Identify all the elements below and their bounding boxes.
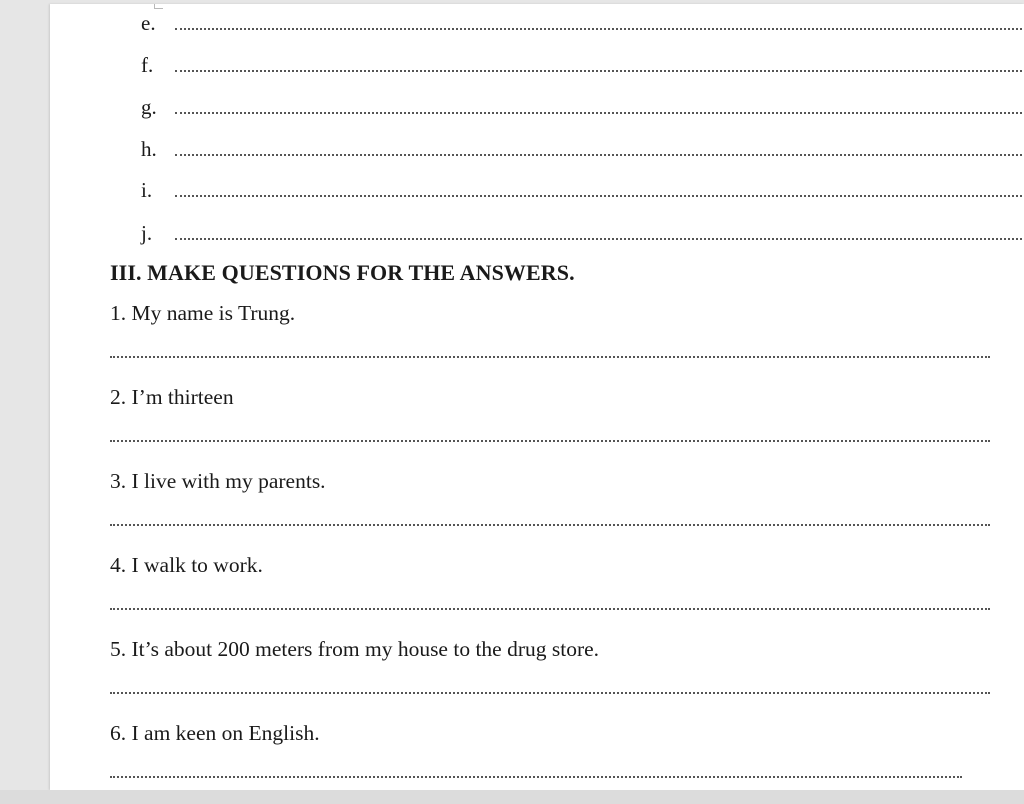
question-4: 4. I walk to work. [110,553,263,577]
question-6: 6. I am keen on English. [110,721,320,745]
answer-line-2[interactable] [110,440,990,442]
letter-item-i [50,175,1024,205]
window-bottom-edge [0,790,1024,804]
answer-dotted-line[interactable] [175,112,1024,114]
answer-line-3[interactable] [110,524,990,526]
question-3: 3. I live with my parents. [110,469,326,493]
item-letter: h. [141,137,157,161]
item-letter: i. [141,178,153,202]
letter-item-g [50,92,1024,122]
answer-dotted-line[interactable] [175,195,1024,197]
item-letter: j. [141,221,153,245]
item-letter: g. [141,95,157,119]
letter-item-e [50,8,1024,38]
answer-line-6[interactable] [110,776,962,778]
question-5: 5. It’s about 200 meters from my house to the drug store. [110,637,600,661]
question-2: 2. I’m thirteen [110,385,234,409]
letter-item-h [50,134,1024,164]
answer-line-5[interactable] [110,692,990,694]
letter-item-j [50,218,1024,248]
answer-dotted-line[interactable] [175,28,1024,30]
answer-dotted-line[interactable] [175,238,1024,240]
item-letter: e. [141,11,156,35]
question-1: 1. My name is Trung. [110,301,296,325]
answer-line-4[interactable] [110,608,990,610]
document-page [50,4,1024,790]
answer-dotted-line[interactable] [175,154,1024,156]
section-heading: III. MAKE QUESTIONS FOR THE ANSWERS. [110,260,575,285]
answer-line-1[interactable] [110,356,990,358]
letter-item-f [50,50,1024,80]
item-letter: f. [141,53,154,77]
answer-dotted-line[interactable] [175,70,1024,72]
